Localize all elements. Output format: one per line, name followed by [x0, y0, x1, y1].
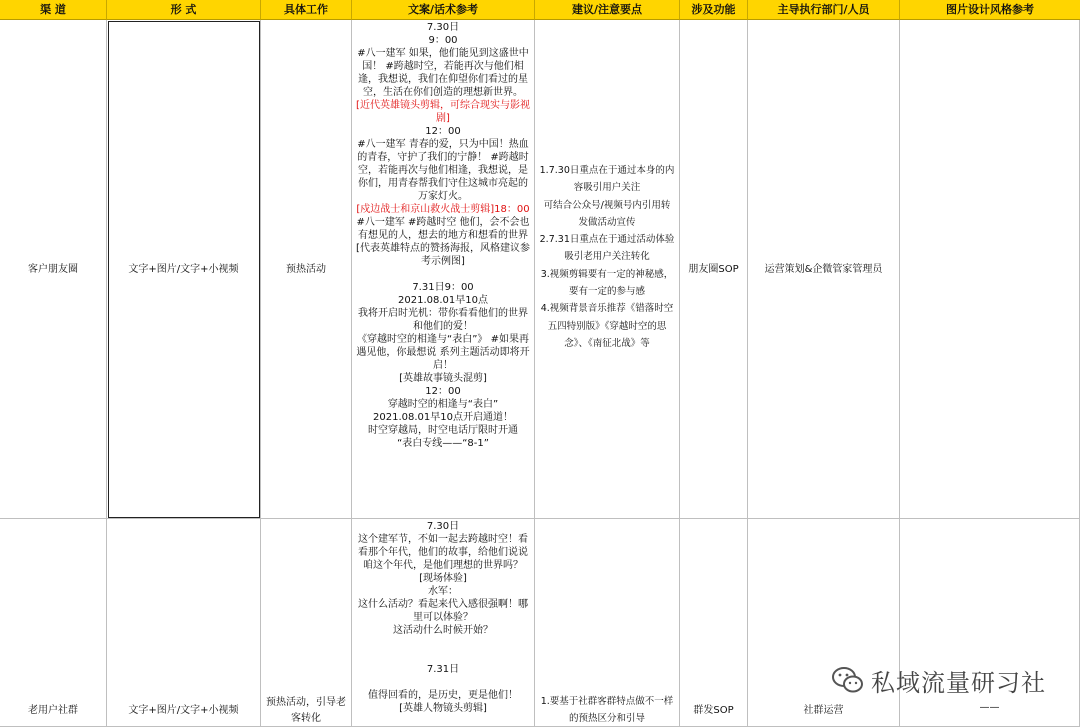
copy-line: [戍边战士和京山救火战士剪辑]18：00 — [356, 204, 530, 215]
header-task[interactable]: 具体工作 — [261, 0, 352, 20]
cell-task[interactable] — [261, 519, 352, 727]
copy-line: 12：00 — [425, 126, 461, 137]
copy-line: [代表英雄特点的赞扬海报，风格建议参考示例图] — [356, 243, 530, 267]
advice-line: 1.7.30日重点在于通过本身的内容吸引用户关注 — [539, 165, 675, 194]
cell-text: 预热活动，引导老客转化 — [266, 697, 346, 724]
copy-line: 水军： — [428, 586, 458, 597]
advice-line: 3.视频剪辑要有一定的神秘感，要有一定的参与感 — [540, 268, 674, 298]
cell-task[interactable] — [261, 20, 352, 519]
cell-text: 社群运营 — [803, 705, 844, 716]
advice-line: 可结合公众号/视频号内引用转发做活动宣传 — [543, 199, 671, 228]
cell-copy[interactable] — [352, 519, 535, 727]
copy-line: 穿越时空的相逢与“表白” — [387, 399, 499, 410]
copy-line: 7.31日 — [426, 664, 460, 675]
cell-text: 文字+图片/文字+小视频 — [128, 263, 239, 275]
watermark-text: 私域流量研习社 — [871, 668, 1046, 697]
header-feature[interactable]: 涉及功能 — [680, 0, 748, 20]
copy-line: [英雄人物镜头剪辑] — [399, 703, 487, 714]
copy-line: “表白专线——“8-1” — [397, 438, 489, 449]
copy-line: #八一建军 如果，他们能见到这盛世中国！ #跨越时空，若能再次与他们相逢，我想说，我们在仰望你们看过的星空，生活在你们创造的理想新世界。 — [357, 48, 529, 98]
copy-line: #八一建军 青春的爱，只为中国！热血的青春，守护了我们的宁静！ #跨越时空，若能再次与他们相逢，我想说，是你们，用青春帮我们守住这城市亮起的万家灯火。 — [357, 139, 529, 202]
cell-style-ref[interactable] — [900, 20, 1080, 519]
cell-dept[interactable] — [748, 20, 900, 519]
wechat-logo-icon — [831, 665, 865, 695]
cell-copy[interactable] — [352, 20, 535, 519]
copy-line — [354, 637, 532, 650]
cell-channel[interactable] — [0, 20, 107, 519]
copy-line: [现场体验] — [419, 573, 467, 584]
header-channel[interactable]: 渠 道 — [0, 0, 107, 20]
cell-feature[interactable] — [680, 519, 748, 727]
advice-line: 4.视频背景音乐推荐《错落时空五四特别版》《穿越时空的思念》、《南征北战》等 — [540, 303, 674, 349]
cell-feature[interactable] — [680, 20, 748, 519]
copy-line: 7.30日 — [426, 22, 460, 33]
copy-line: 时空穿越局，时空电话厅限时开通 — [368, 425, 518, 436]
header-dept[interactable]: 主导执行部门/人员 — [748, 0, 900, 20]
cell-text: 客户朋友圈 — [28, 263, 78, 275]
copy-line: 这活动什么时候开始？ — [393, 625, 493, 636]
copy-line: 2021.08.01早10点开启通道！ — [373, 412, 513, 423]
header-style[interactable]: 图片设计风格参考 — [900, 0, 1080, 20]
cell-advice[interactable] — [535, 20, 680, 519]
cell-form[interactable] — [107, 519, 261, 727]
copy-line — [354, 676, 532, 689]
copy-line: 我将开启时光机：带你看看他们的世界和他们的爱！ — [358, 308, 528, 332]
copy-line: 7.30日 — [426, 521, 460, 532]
advice-line: 2.7.31日重点在于通过活动体验吸引老用户关注转化 — [539, 234, 675, 263]
copy-line — [354, 650, 532, 663]
cell-text: 老用户社群 — [28, 705, 78, 716]
header-advice[interactable]: 建议/注意要点 — [535, 0, 680, 20]
cell-text: 朋友圈SOP — [688, 263, 739, 275]
copy-line: 9：00 — [428, 35, 458, 46]
cell-text: 文字+图片/文字+小视频 — [128, 705, 239, 716]
advice-text — [535, 162, 679, 352]
copy-line: 值得回看的，是历史，更是他们！ — [368, 690, 518, 701]
copy-line: 12：00 — [425, 386, 461, 397]
header-form[interactable]: 形 式 — [107, 0, 261, 20]
copy-line: 2021.08.01早10点 — [398, 295, 488, 306]
cell-text: 运营策划&企微管家管理员 — [764, 263, 883, 275]
cell-text: 群发SOP — [693, 705, 734, 716]
cell-advice[interactable] — [535, 519, 680, 727]
advice-text — [535, 693, 679, 727]
cell-channel[interactable] — [0, 519, 107, 727]
cell-text: —— — [979, 702, 1000, 713]
header-copy[interactable]: 文案/话术参考 — [352, 0, 535, 20]
copy-line: 《穿越时空的相逢与“表白”》 #如果再遇见他，你最想说 系列主题活动即将开启！ — [356, 334, 530, 371]
copy-line: [英雄故事镜头混剪] — [399, 373, 487, 384]
cell-form-selected[interactable] — [107, 20, 261, 519]
copy-line: 7.31日9：00 — [412, 282, 474, 293]
copy-line: #八一建军 #跨越时空 他们，会不会也有想见的人，想去的地方和想看的世界 — [356, 217, 530, 241]
advice-line: 1.要基于社群客群特点做不一样的预热区分和引导 — [540, 696, 674, 725]
cell-text: 预热活动 — [286, 263, 326, 275]
copy-line: 这什么活动？看起来代入感很强啊！哪里可以体验？ — [358, 599, 528, 623]
copy-line — [354, 268, 532, 281]
copy-line: [近代英雄镜头剪辑，可综合现实与影视剧] — [356, 100, 530, 124]
watermark — [831, 662, 1046, 698]
copy-line: 这个建军节，不如一起去跨越时空！看看那个年代，他们的故事，给他们说说咱这个年代，是他们理想的世界吗？ — [358, 534, 528, 571]
